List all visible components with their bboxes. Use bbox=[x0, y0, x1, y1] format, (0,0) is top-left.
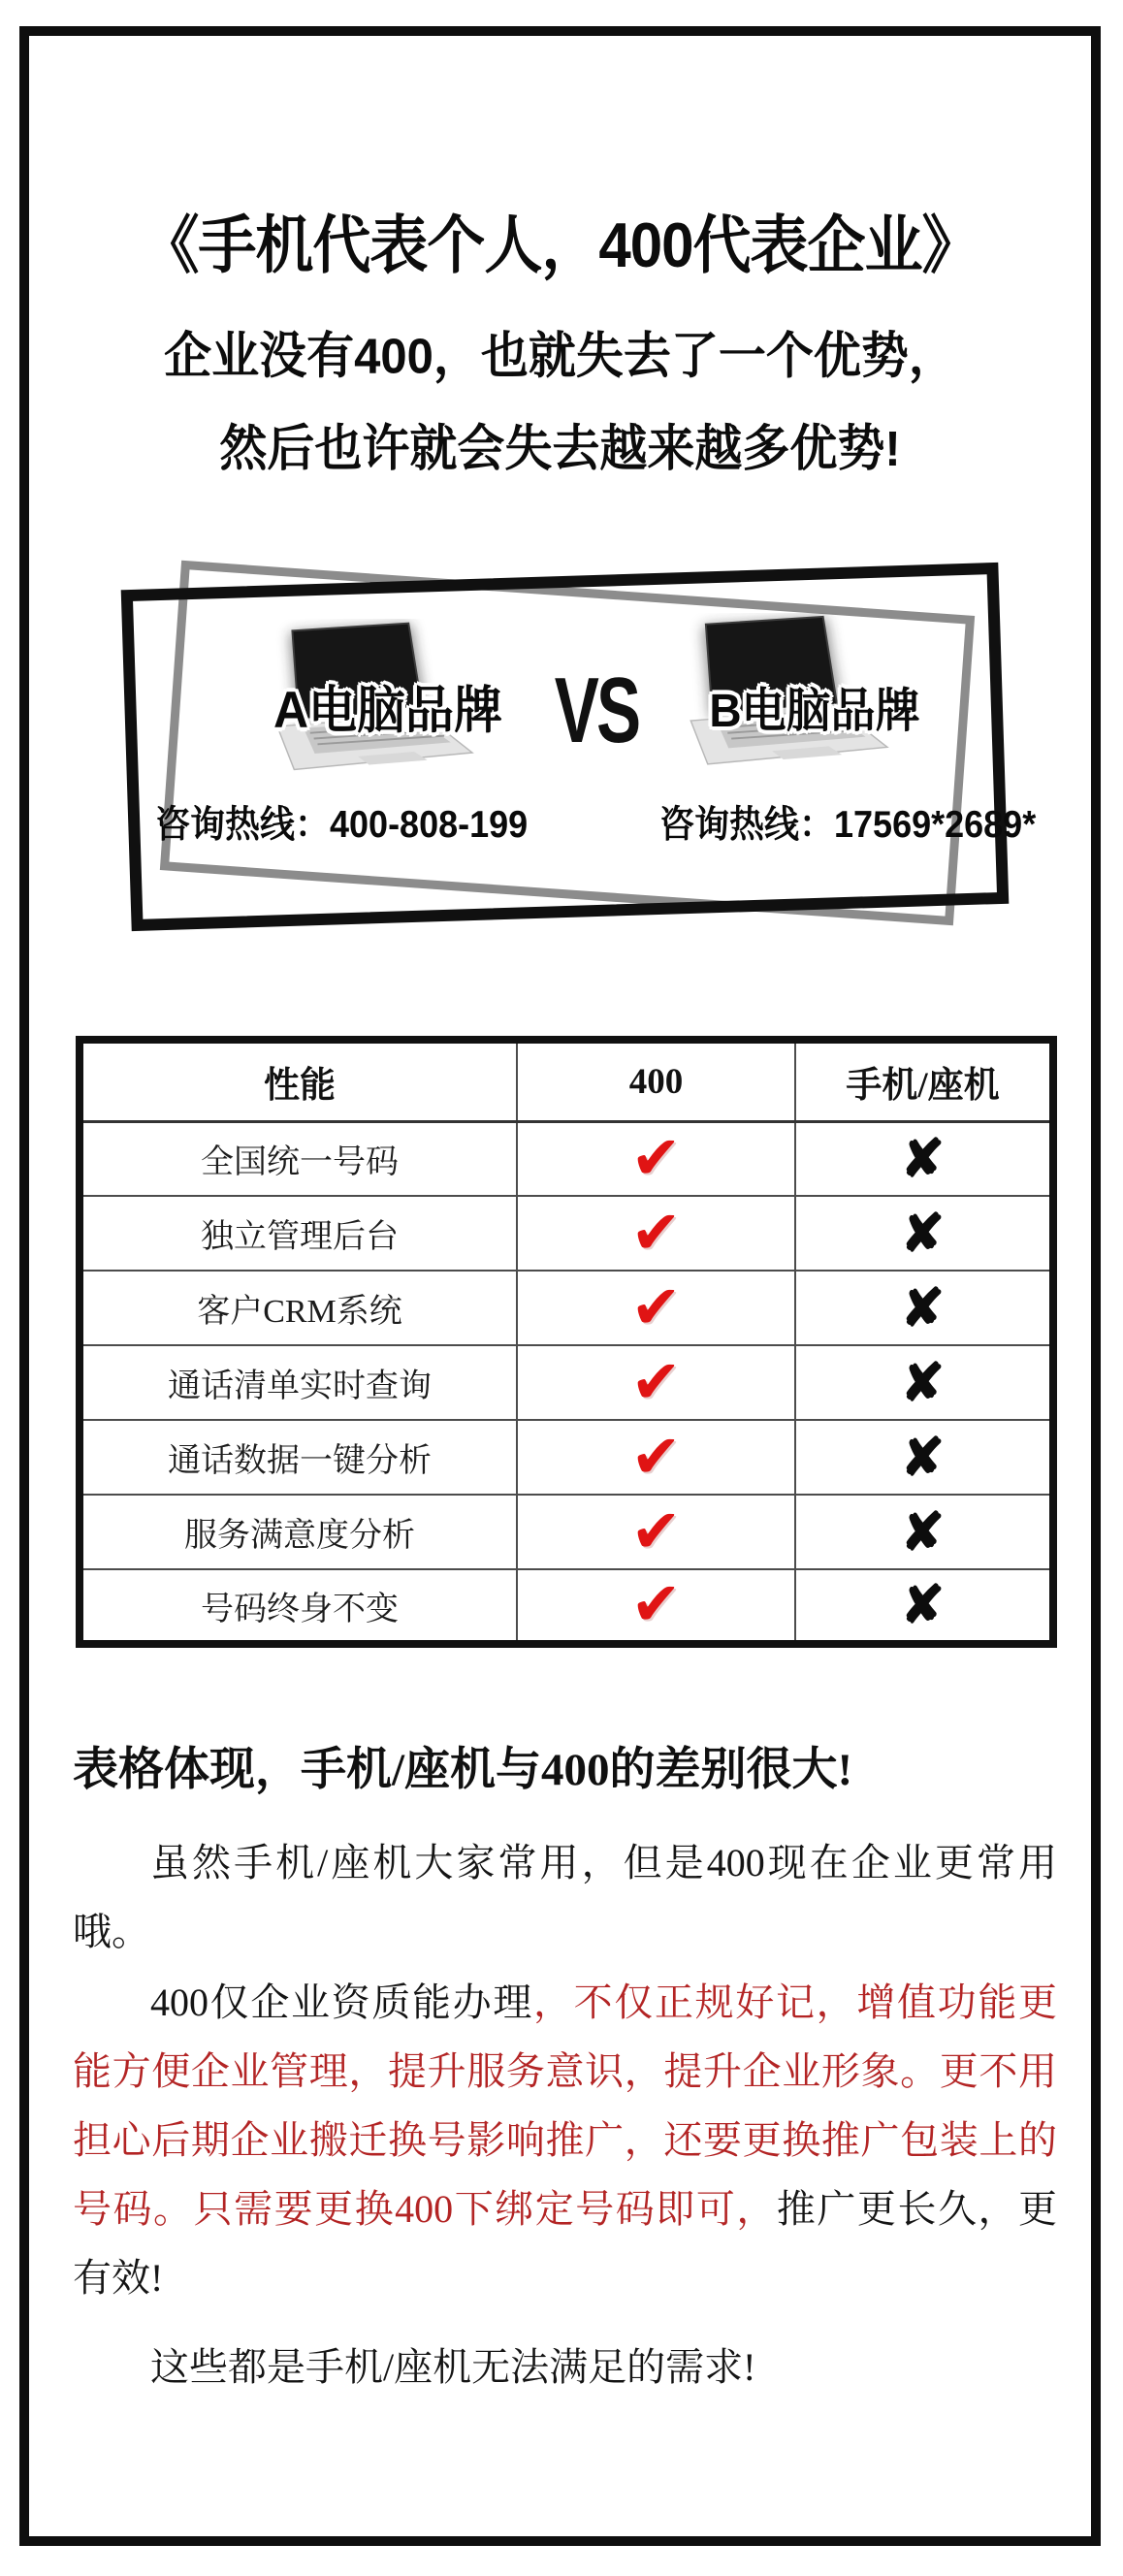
brand-label-b: B电脑品牌 bbox=[709, 683, 920, 737]
table-header-row bbox=[80, 1040, 1053, 1121]
check-mark-icon: ✔ bbox=[517, 1196, 795, 1271]
cross-mark-icon: ✘ bbox=[795, 1121, 1053, 1196]
cross-mark-icon: ✘ bbox=[795, 1196, 1053, 1271]
table-row bbox=[80, 1271, 1053, 1345]
check-mark-icon: ✔ bbox=[517, 1271, 795, 1345]
cross-mark-icon: ✘ bbox=[795, 1345, 1053, 1420]
versus-panel bbox=[29, 543, 1091, 980]
check-mark-icon: ✔ bbox=[517, 1495, 795, 1569]
check-mark-icon: ✔ bbox=[517, 1569, 795, 1644]
hotline-a: 咨询热线：400-808-199 bbox=[155, 802, 529, 846]
feature-cell: 客户CRM系统 bbox=[80, 1271, 517, 1345]
check-mark-icon: ✔ bbox=[517, 1121, 795, 1196]
cross-mark-icon: ✘ bbox=[795, 1420, 1053, 1495]
brand-label-a: A电脑品牌 bbox=[273, 681, 503, 739]
header-phone: 手机/座机 bbox=[795, 1040, 1053, 1121]
feature-cell: 通话数据一键分析 bbox=[80, 1420, 517, 1495]
cross-mark-icon: ✘ bbox=[795, 1271, 1053, 1345]
feature-cell: 全国统一号码 bbox=[80, 1121, 517, 1196]
body-paragraph bbox=[73, 2333, 1057, 2401]
feature-cell: 号码终身不变 bbox=[80, 1569, 517, 1644]
poster-border bbox=[19, 26, 1101, 2546]
page-title: 《手机代表个人，400代表企业》 bbox=[141, 209, 979, 281]
subtitle-line-2: 然后也许就会失去越来越多优势! bbox=[219, 421, 901, 477]
cross-mark-icon: ✘ bbox=[795, 1495, 1053, 1569]
body-text: 400仅企业资质能办理 bbox=[150, 1980, 533, 2024]
summary-heading: 表格体现，手机/座机与400的差别很大! bbox=[73, 1745, 853, 1795]
body-paragraph bbox=[73, 1968, 1057, 2312]
comparison-table bbox=[76, 1036, 1057, 1648]
highlighted-text: ，不仅正规好记，增值功能更能方便企业管理，提升服务意识，提升企业形象。更不用担心后期企业搬迁换号影响推广，还要更换推广包装上的号码。只需要更换400下绑定号码即可， bbox=[73, 1980, 1057, 2231]
table-row bbox=[80, 1569, 1053, 1644]
table-row bbox=[80, 1495, 1053, 1569]
body-text: 虽然手机/座机大家常用，但是400现在企业更常用哦。 bbox=[73, 1841, 1057, 1953]
hotline-b: 咨询热线：17569*2689* bbox=[659, 802, 1037, 846]
page-subtitle bbox=[29, 310, 1091, 496]
table-row bbox=[80, 1196, 1053, 1271]
body-paragraph bbox=[73, 1828, 1057, 1966]
feature-cell: 服务满意度分析 bbox=[80, 1495, 517, 1569]
vs-label: VS bbox=[554, 659, 639, 762]
check-mark-icon: ✔ bbox=[517, 1345, 795, 1420]
table-row bbox=[80, 1420, 1053, 1495]
cross-mark-icon: ✘ bbox=[795, 1569, 1053, 1644]
header-feature: 性能 bbox=[80, 1040, 517, 1121]
body-text: 这些都是手机/座机无法满足的需求! bbox=[150, 2345, 756, 2389]
table-row bbox=[80, 1345, 1053, 1420]
feature-cell: 通话清单实时查询 bbox=[80, 1345, 517, 1420]
subtitle-line-1: 企业没有400，也就失去了一个优势， bbox=[164, 329, 956, 385]
header-400: 400 bbox=[517, 1040, 795, 1121]
feature-cell: 独立管理后台 bbox=[80, 1196, 517, 1271]
check-mark-icon: ✔ bbox=[517, 1420, 795, 1495]
body-text: 推广更长久，更有效! bbox=[73, 2187, 1058, 2300]
table-row bbox=[80, 1121, 1053, 1196]
table-body bbox=[80, 1121, 1053, 1644]
